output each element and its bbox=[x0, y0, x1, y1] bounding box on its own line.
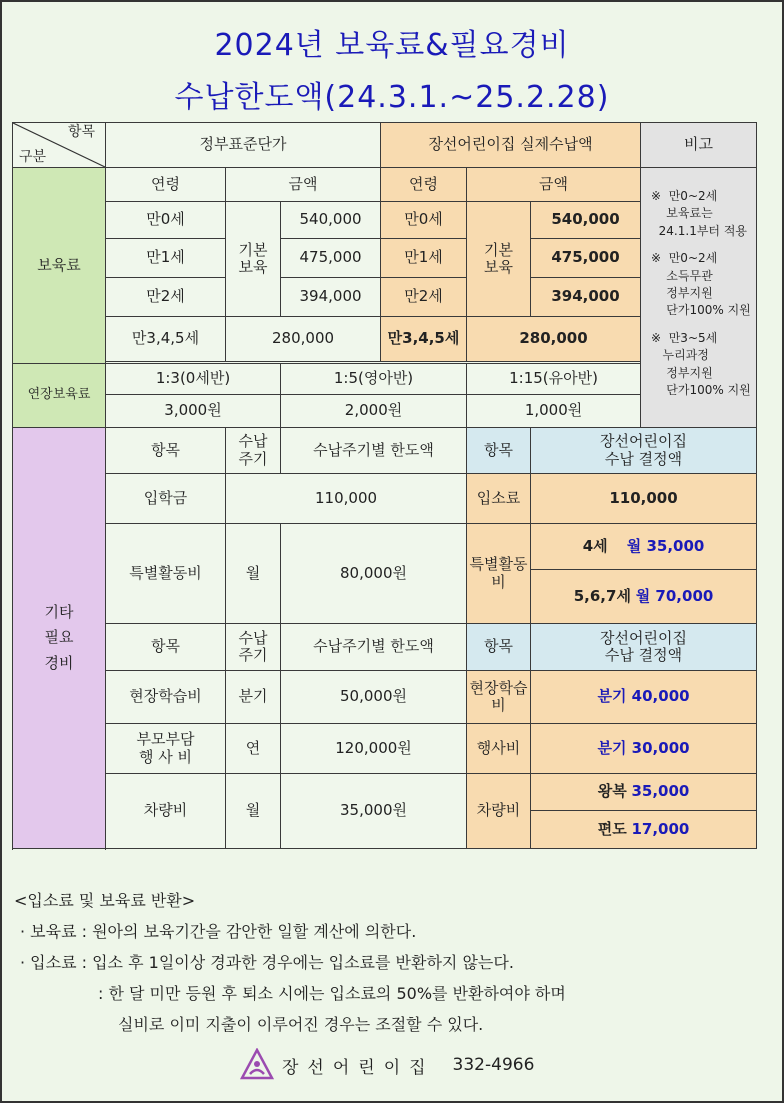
remark-note-3: ※ 만3~5세 누리과정 정부지원 단가100% 지원 bbox=[651, 330, 751, 397]
refund-line-4: 실비로 이미 지출이 이루어진 경우는 조절할 수 있다. bbox=[118, 1015, 484, 1034]
special-amount-2: 월 70,000 bbox=[635, 586, 714, 605]
vehicle-decided-2 bbox=[531, 811, 757, 849]
vehicle-label-1: 왕복 bbox=[597, 782, 627, 801]
extended-label: 연장보육료 bbox=[13, 364, 106, 428]
gov-age-col: 연령 bbox=[106, 168, 226, 202]
org-signature bbox=[240, 1048, 534, 1082]
real-amount-345: 280,000 bbox=[467, 317, 641, 362]
real-age-0: 만0세 bbox=[381, 202, 467, 239]
header-remark: 비고 bbox=[641, 123, 757, 168]
header-gov-standard: 정부표준단가 bbox=[106, 123, 381, 168]
gov-age-1: 만1세 bbox=[106, 239, 226, 278]
vehicle-name2: 차량비 bbox=[467, 774, 531, 849]
vehicle-limit: 35,000원 bbox=[281, 774, 467, 849]
field-cycle: 분기 bbox=[226, 671, 281, 724]
refund-line-2: · 입소료 : 입소 후 1일이상 경과한 경우에는 입소료를 반환하지 않는다. bbox=[20, 953, 514, 972]
event-cycle: 연 bbox=[226, 724, 281, 774]
header-diagonal-cell bbox=[13, 123, 106, 168]
gov-amount-0: 540,000 bbox=[281, 202, 381, 239]
gov-age-0: 만0세 bbox=[106, 202, 226, 239]
fee-table bbox=[12, 122, 757, 849]
vehicle-amount-2: 17,000 bbox=[631, 819, 690, 838]
extended-fee-2: 1,000원 bbox=[467, 395, 641, 428]
gov-age-2: 만2세 bbox=[106, 278, 226, 317]
refund-heading: <입소료 및 보육료 반환> bbox=[14, 891, 196, 910]
org-phone: 332-4966 bbox=[452, 1055, 535, 1075]
childcare-label: 보육료 bbox=[13, 168, 106, 364]
special-name: 특별활동비 bbox=[106, 524, 226, 624]
vehicle-cycle: 월 bbox=[226, 774, 281, 849]
extended-ratio-1: 1:5(영아반) bbox=[281, 364, 467, 395]
field-limit: 50,000원 bbox=[281, 671, 467, 724]
extended-fee-0: 3,000원 bbox=[106, 395, 281, 428]
other-col-item-b: 항목 bbox=[106, 624, 226, 671]
event-name2: 행사비 bbox=[467, 724, 531, 774]
other-col-decided-b: 장선어린이집 수납 결정액 bbox=[531, 624, 757, 671]
other-col-cycle: 수납 주기 bbox=[226, 428, 281, 474]
real-age-345: 만3,4,5세 bbox=[381, 317, 467, 362]
event-decided: 분기 30,000 bbox=[531, 724, 757, 774]
real-amount-1: 475,000 bbox=[531, 239, 641, 278]
header-jangsun-actual: 장선어린이집 실제수납액 bbox=[381, 123, 641, 168]
event-limit: 120,000원 bbox=[281, 724, 467, 774]
real-amount-2: 394,000 bbox=[531, 278, 641, 317]
daycare-logo-icon bbox=[240, 1048, 274, 1082]
extended-ratio-2: 1:15(유아반) bbox=[467, 364, 641, 395]
org-name: 장선어린이집 bbox=[282, 1057, 435, 1078]
real-age-col: 연령 bbox=[381, 168, 467, 202]
special-age-1: 4세 bbox=[582, 536, 608, 555]
extended-ratio-0: 1:3(0세반) bbox=[106, 364, 281, 395]
real-amount-0: 540,000 bbox=[531, 202, 641, 239]
gov-amount-1: 475,000 bbox=[281, 239, 381, 278]
admission-decided: 110,000 bbox=[531, 474, 757, 524]
other-label: 기타 필요 경비 bbox=[13, 428, 106, 849]
extended-fee-1: 2,000원 bbox=[281, 395, 467, 428]
special-age-2: 5,6,7세 bbox=[573, 586, 631, 605]
remark-note-1: ※ 만0~2세 보육료는 24.1.1부터 적용 bbox=[651, 189, 748, 238]
page-subtitle: 수납한도액(24.3.1.~25.2.28) bbox=[174, 80, 610, 115]
special-amount-1: 월 35,000 bbox=[626, 536, 705, 555]
remark-note-2: ※ 만0~2세 소득무관 정부지원 단가100% 지원 bbox=[651, 251, 751, 318]
special-cycle: 월 bbox=[226, 524, 281, 624]
special-limit: 80,000원 bbox=[281, 524, 467, 624]
admission-name2: 입소료 bbox=[467, 474, 531, 524]
gov-amount-2: 394,000 bbox=[281, 278, 381, 317]
special-decided-2 bbox=[531, 570, 757, 624]
other-col-limit: 수납주기별 한도액 bbox=[281, 428, 467, 474]
header-item-label: 항목 bbox=[67, 124, 95, 140]
gov-amount-345: 280,000 bbox=[226, 317, 381, 362]
refund-line-1: · 보육료 : 원아의 보육기간을 감안한 일할 계산에 의한다. bbox=[20, 922, 417, 941]
other-col-cycle-b: 수납 주기 bbox=[226, 624, 281, 671]
vehicle-label-2: 편도 bbox=[597, 819, 627, 838]
special-decided-1 bbox=[531, 524, 757, 570]
header-category-label: 구분 bbox=[19, 148, 47, 165]
refund-notes bbox=[14, 885, 774, 1040]
special-name2: 특별활동비 bbox=[467, 524, 531, 624]
admission-name: 입학금 bbox=[106, 474, 226, 524]
admission-limit: 110,000 bbox=[226, 474, 467, 524]
event-name: 부모부담 행 사 비 bbox=[106, 724, 226, 774]
other-col-item2-b: 항목 bbox=[467, 624, 531, 671]
other-col-decided: 장선어린이집 수납 결정액 bbox=[531, 428, 757, 474]
real-base-label: 기본 보육 bbox=[467, 202, 531, 317]
vehicle-amount-1: 35,000 bbox=[631, 782, 690, 801]
real-age-1: 만1세 bbox=[381, 239, 467, 278]
other-col-item2: 항목 bbox=[467, 428, 531, 474]
remarks-cell bbox=[641, 168, 757, 428]
refund-line-3: : 한 달 미만 등원 후 퇴소 시에는 입소료의 50%를 반환하여야 하며 bbox=[98, 984, 566, 1003]
gov-base-label: 기본 보육 bbox=[226, 202, 281, 317]
real-amount-col: 금액 bbox=[467, 168, 641, 202]
other-col-limit-b: 수납주기별 한도액 bbox=[281, 624, 467, 671]
page-title: 2024년 보육료&필요경비 bbox=[214, 28, 570, 63]
field-name2: 현장학습비 bbox=[467, 671, 531, 724]
vehicle-name: 차량비 bbox=[106, 774, 226, 849]
gov-amount-col: 금액 bbox=[226, 168, 381, 202]
real-age-2: 만2세 bbox=[381, 278, 467, 317]
field-decided: 분기 40,000 bbox=[531, 671, 757, 724]
field-name: 현장학습비 bbox=[106, 671, 226, 724]
gov-age-345: 만3,4,5세 bbox=[106, 317, 226, 362]
other-col-item: 항목 bbox=[106, 428, 226, 474]
vehicle-decided-1 bbox=[531, 774, 757, 811]
